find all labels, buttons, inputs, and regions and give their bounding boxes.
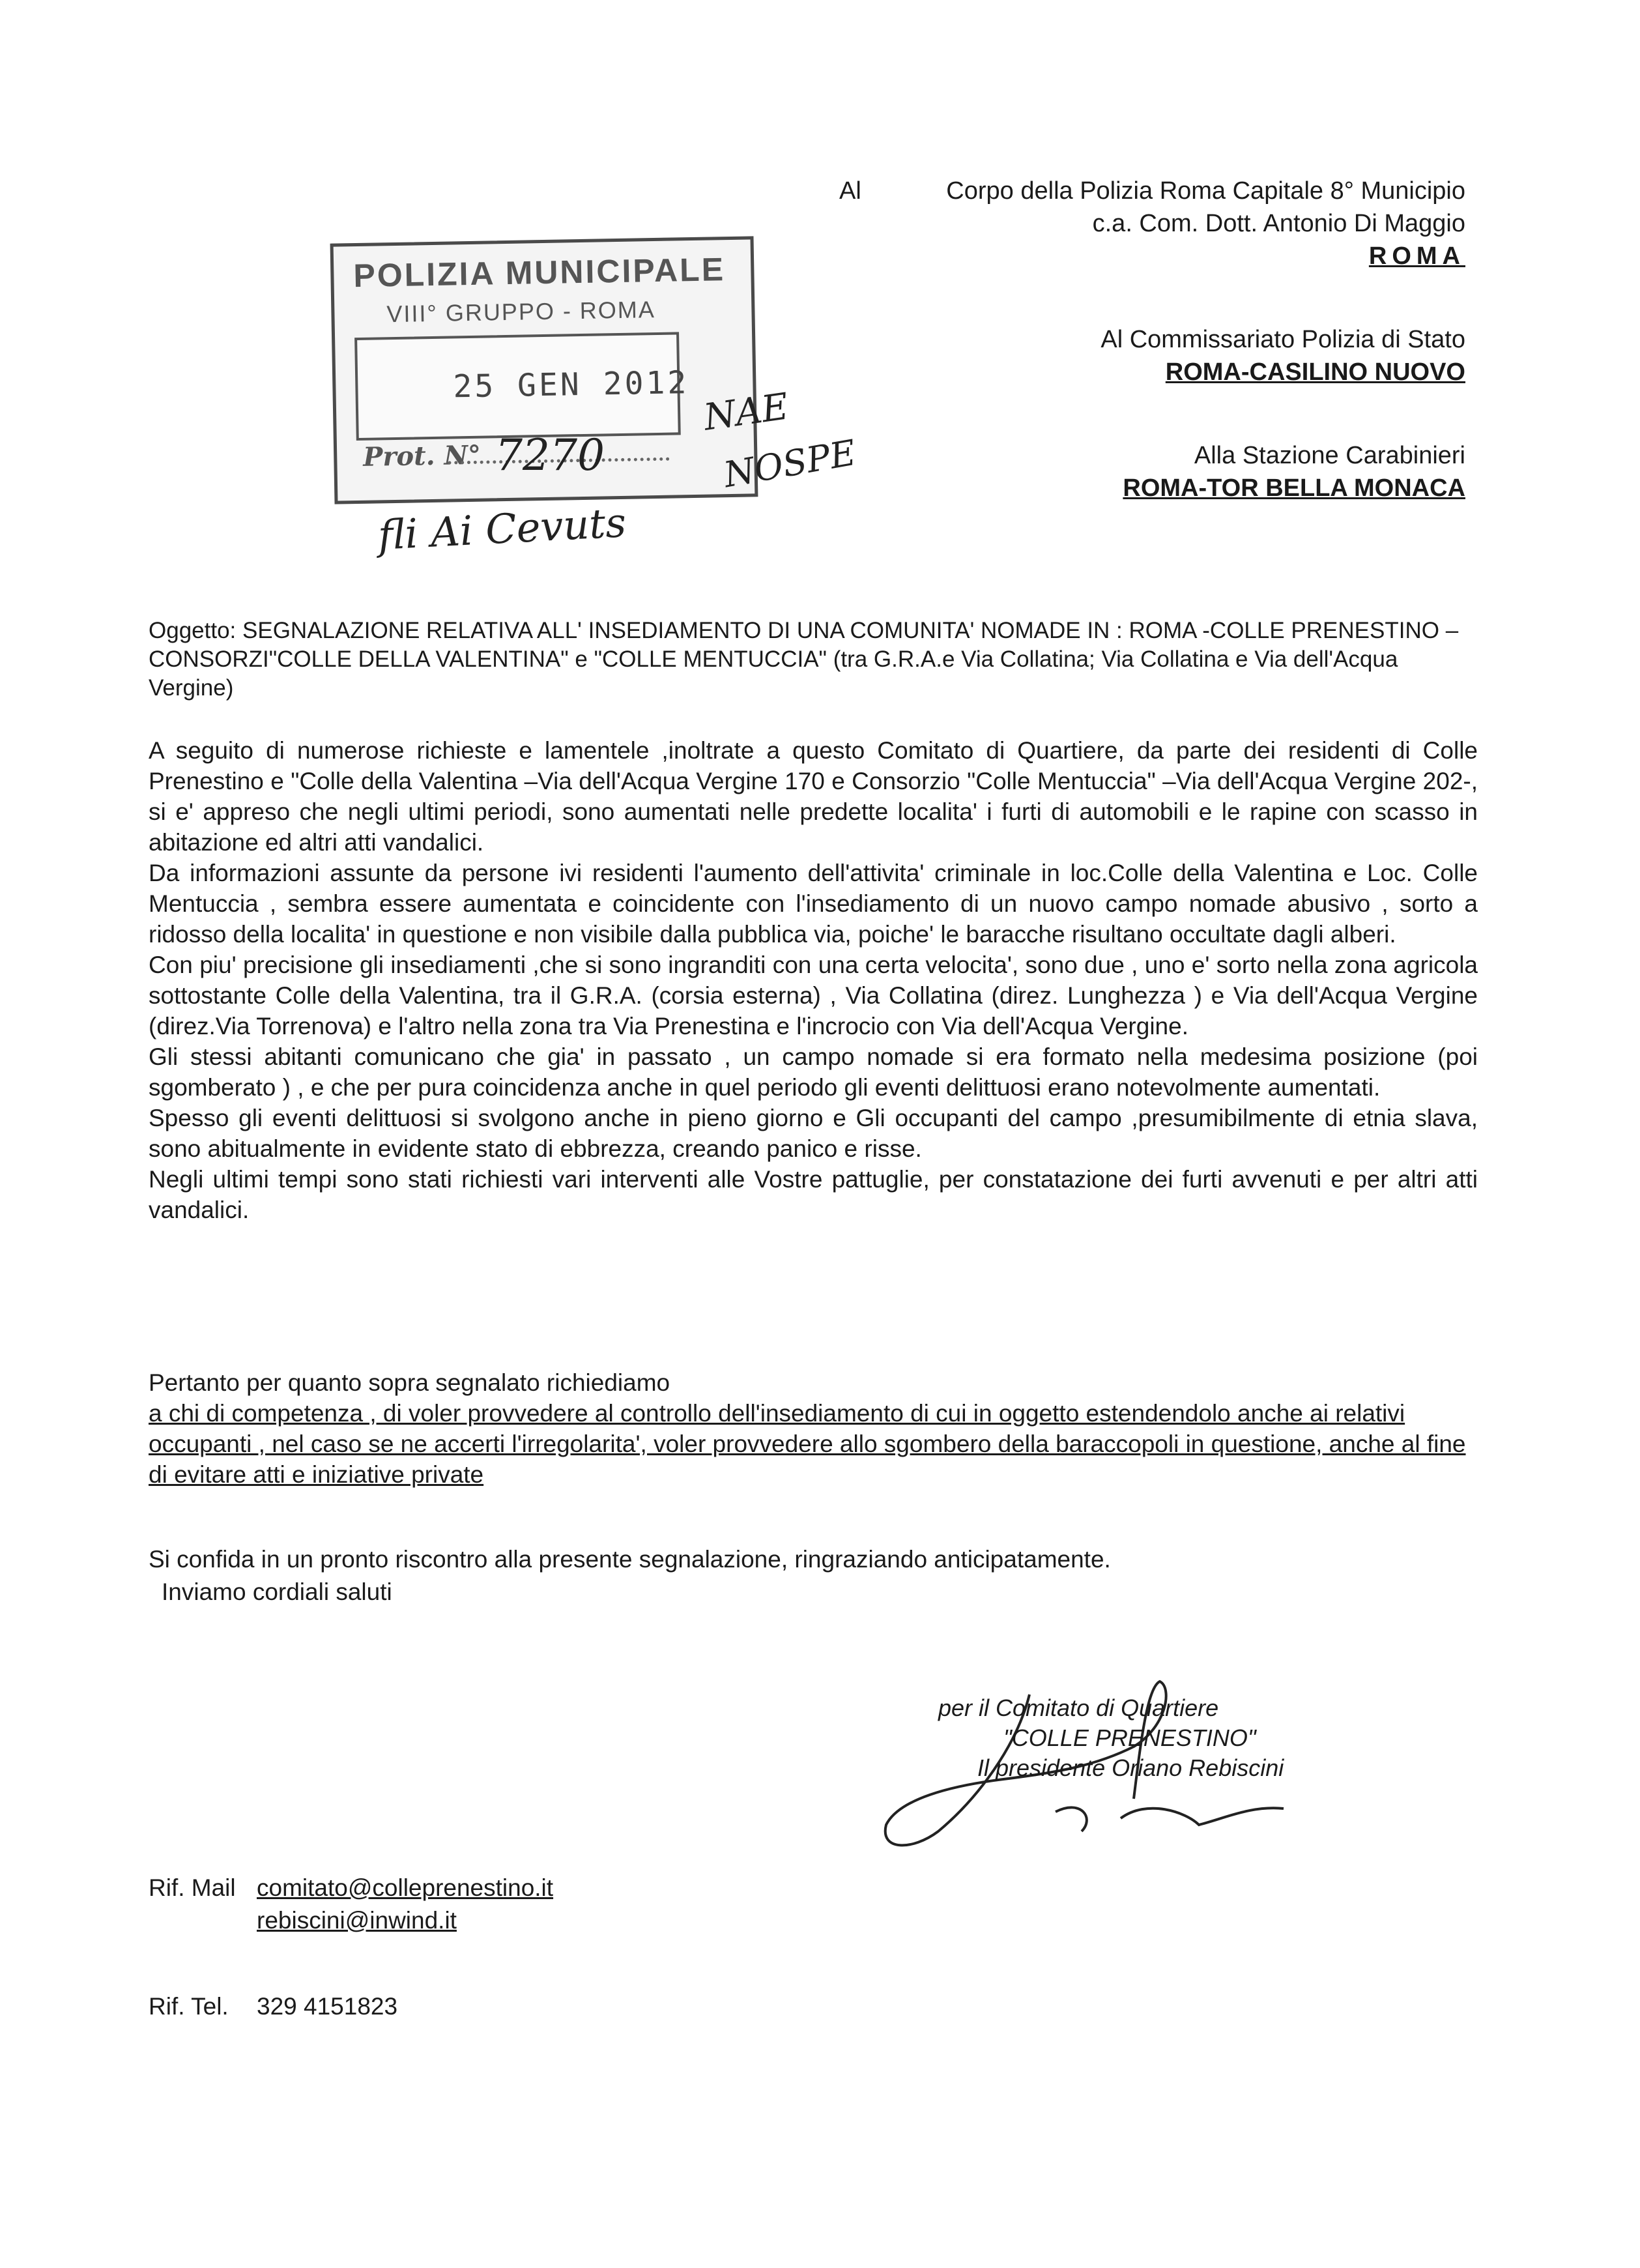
handwritten-note-3: fli Ai Cevuts [377,499,627,559]
subject-line [149,617,1478,703]
email-link-2[interactable]: rebiscini@inwind.it [257,1907,457,1934]
signature-block [938,1693,1284,1783]
signature-line-1: per il Comitato di Quartiere [938,1694,1219,1721]
tel-label: Rif. Tel. [149,1993,229,2020]
tel-number: 329 4151823 [257,1993,398,2020]
closing-line-1: Si confida in un pronto riscontro alla presente segnalazione, ringraziando anticipatamente. [149,1546,1111,1573]
recipient-2-city: ROMA-CASILINO NUOVO [1165,358,1465,386]
closing-block [149,1543,1111,1608]
recipient-prefix: Al [839,177,861,205]
stamp-date: 25 GEN 2012 [452,364,689,405]
telephone-line [149,1993,397,2020]
body-paragraph-3: Con piu' precisione gli insediamenti ,che si sono ingranditi con una certa velocita', sono due , uno e' sorto nella zona agricola sottostante Colle della Valentina, tra il G.R.A. (corsia esterna) , Via Collatina (direz. Lunghezza ) e Via dell'Acqua Vergine (direz.Via Torrenova) e l'altro nella zona tra Via Prenestina e l'incrocio con Via dell'Acqua Vergine. [149,952,1478,1040]
body-paragraph-5: Spesso gli eventi delittuosi si svolgono anche in pieno giorno e Gli occupanti del campo ,presumibilmente di etnia slava, sono abitualmente in evidente stato di ebbrezza, creando panico e risse. [149,1105,1478,1162]
recipient-3-line-1: Alla Stazione Carabinieri [1194,442,1465,469]
mail-label: Rif. Mail [149,1874,236,1901]
handwritten-note-2: NOSPE [721,431,859,496]
request-intro: Pertanto per quanto sopra segnalato richiediamo [149,1369,670,1396]
handwritten-note-1: NAE [701,385,792,439]
handwritten-protocol-number: 7270 [495,430,605,480]
recipient-1-city: ROMA [1368,242,1465,270]
recipient-1-line-2: c.a. Com. Dott. Antonio Di Maggio [1092,210,1465,237]
body-paragraph-4: Gli stessi abitanti comunicano che gia' in passato , un campo nomade si era formato nella medesima posizione (poi sgomberato ) , e che per pura coincidenza anche in quel periodo gli eventi delittuosi erano notevolmente aumentati. [149,1043,1478,1101]
body-paragraph-1: A seguito di numerose richieste e lamentele ,inoltrate a questo Comitato di Quartiere, da parte dei residenti di Colle Prenestino e "Colle della Valentina –Via dell'Acqua Vergine 170 e Consorzio "Colle Mentuccia" –Via dell'Acqua Vergine 202-, si e' appreso che negli ultimi periodi, sono aumentati nelle predette localita' i furti di automobili e le rapine con scasso in abitazione ed altri atti vandalici. [149,737,1478,856]
stamp-protocol-label: Prot. N° [362,439,482,472]
recipient-3-city: ROMA-TOR BELLA MONACA [1123,474,1465,502]
body-paragraph-2: Da informazioni assunte da persone ivi residenti l'aumento dell'attivita' criminale in loc.Colle della Valentina e Loc. Colle Mentuccia , sembra essere aumentata e coincidente con l'insediamento di un nuovo campo nomade abusivo , sorto a ridosso della localita' in questione e non visibile dalla pubblica via, poiche' le baracche risultano occultate dagli alberi. [149,860,1478,948]
body-paragraph-6: Negli ultimi tempi sono stati richiesti vari interventi alle Vostre pattuglie, per constatazione dei furti avvenuti e per altri atti vandalici. [149,1166,1478,1223]
recipient-1-line-1: Corpo della Polizia Roma Capitale 8° Municipio [946,177,1465,205]
subject-text: SEGNALAZIONE RELATIVA ALL' INSEDIAMENTO DI UNA COMUNITA' NOMADE IN : ROMA -COLLE PRENESTINO – CONSORZI"COLLE DELLA VALENTINA" e "COLLE MENTUCCIA" (tra G.R.A.e Via Collatina; Via Collatina e Via dell'Acqua Vergine) [149,618,1459,701]
closing-line-2: Inviamo cordiali saluti [162,1578,392,1605]
subject-label: Oggetto: [149,618,237,643]
stamp-title: POLIZIA MUNICIPALE [352,251,726,295]
request-block [149,1367,1491,1490]
signature-line-2: "COLLE PRENESTINO" [1003,1724,1256,1751]
request-underlined: a chi di competenza , di voler provvedere al controllo dell'insediamento di cui in oggetto estendendolo anche ai relativi occupanti , nel caso se ne accerti l'irregolarita', voler provvedere allo sgombero della baraccopoli in questione, anche al fine di evitare atti e iniziative private [149,1400,1466,1488]
signature-line-3: Il presidente Oriano Rebiscini [977,1754,1284,1781]
stamp-subtitle: VIII° GRUPPO - ROMA [386,296,656,328]
recipient-2-line-1: Al Commissariato Polizia di Stato [1101,326,1465,353]
email-link-1[interactable]: comitato@colleprenestino.it [257,1874,554,1901]
letter-body [149,735,1478,1225]
contact-block [149,1872,553,1937]
